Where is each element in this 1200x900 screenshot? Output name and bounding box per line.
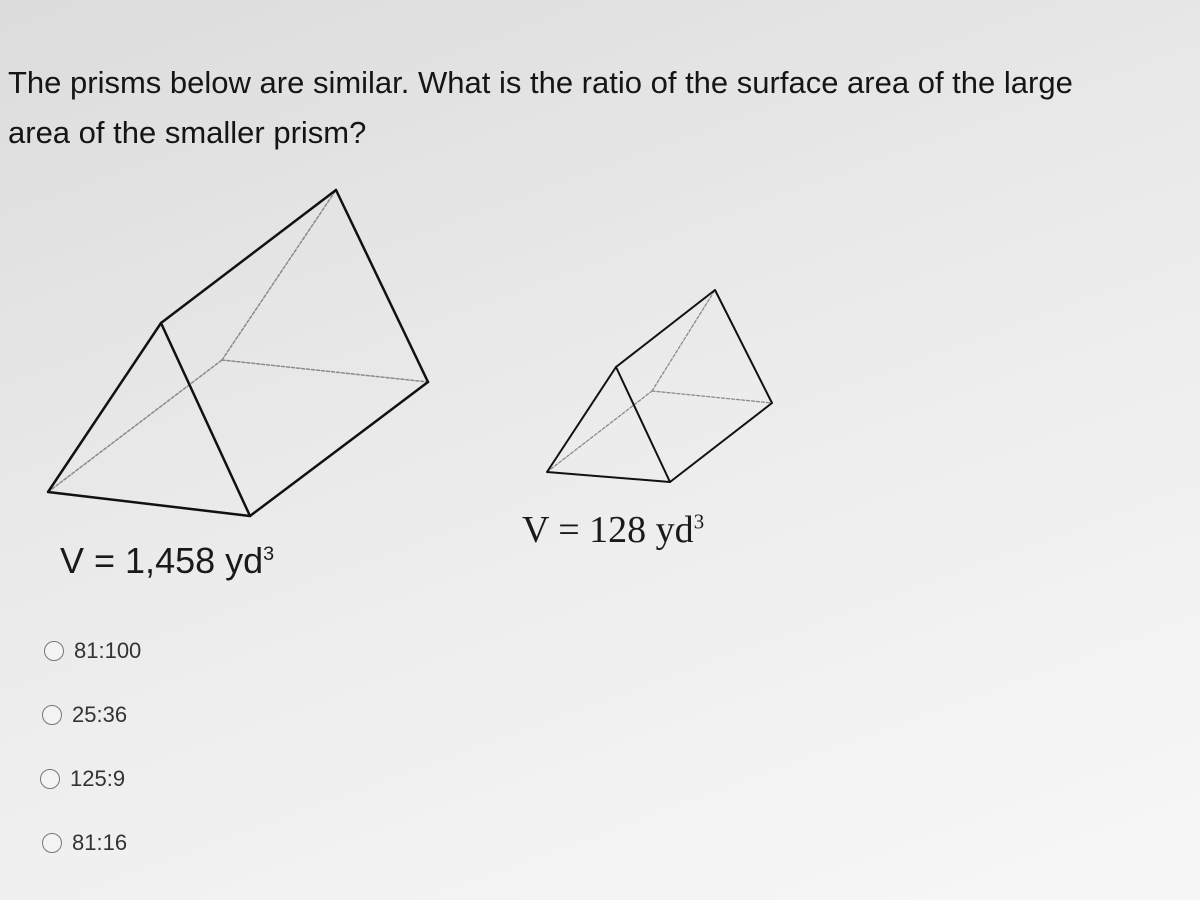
large-prism-hidden-edges	[48, 190, 428, 492]
small-prism-volume-exponent: 3	[693, 509, 705, 534]
small-prism-volume-text: V = 128 yd	[522, 509, 694, 551]
answer-choice-label: 81:16	[72, 830, 128, 855]
question-line-2: area of the smaller prism?	[8, 115, 367, 150]
large-prism-volume-text: V = 1,458 yd	[60, 540, 264, 581]
large-prism-volume-exponent: 3	[263, 543, 275, 565]
radio-button-icon[interactable]	[44, 641, 64, 661]
small-prism-volume-label	[522, 508, 704, 552]
small-prism	[547, 290, 772, 482]
small-prism-visible-edges	[547, 290, 772, 482]
large-prism	[48, 190, 428, 516]
large-prism-volume-label	[60, 540, 274, 582]
answer-choice-label: 25:36	[72, 702, 128, 727]
radio-button-icon[interactable]	[42, 705, 62, 725]
answer-choice-1[interactable]	[44, 638, 141, 664]
question-line-1: The prisms below are similar. What is the ratio of the surface area of the large	[8, 65, 1073, 100]
answer-choice-2[interactable]	[42, 702, 127, 728]
answer-choice-label: 81:100	[74, 638, 142, 663]
answer-choice-4[interactable]	[42, 830, 127, 856]
answer-choice-3[interactable]	[40, 766, 125, 792]
small-prism-hidden-edges	[547, 290, 772, 472]
radio-button-icon[interactable]	[42, 833, 62, 853]
large-prism-visible-edges	[48, 190, 428, 516]
radio-button-icon[interactable]	[40, 769, 60, 789]
answer-choice-label: 125:9	[70, 766, 126, 791]
